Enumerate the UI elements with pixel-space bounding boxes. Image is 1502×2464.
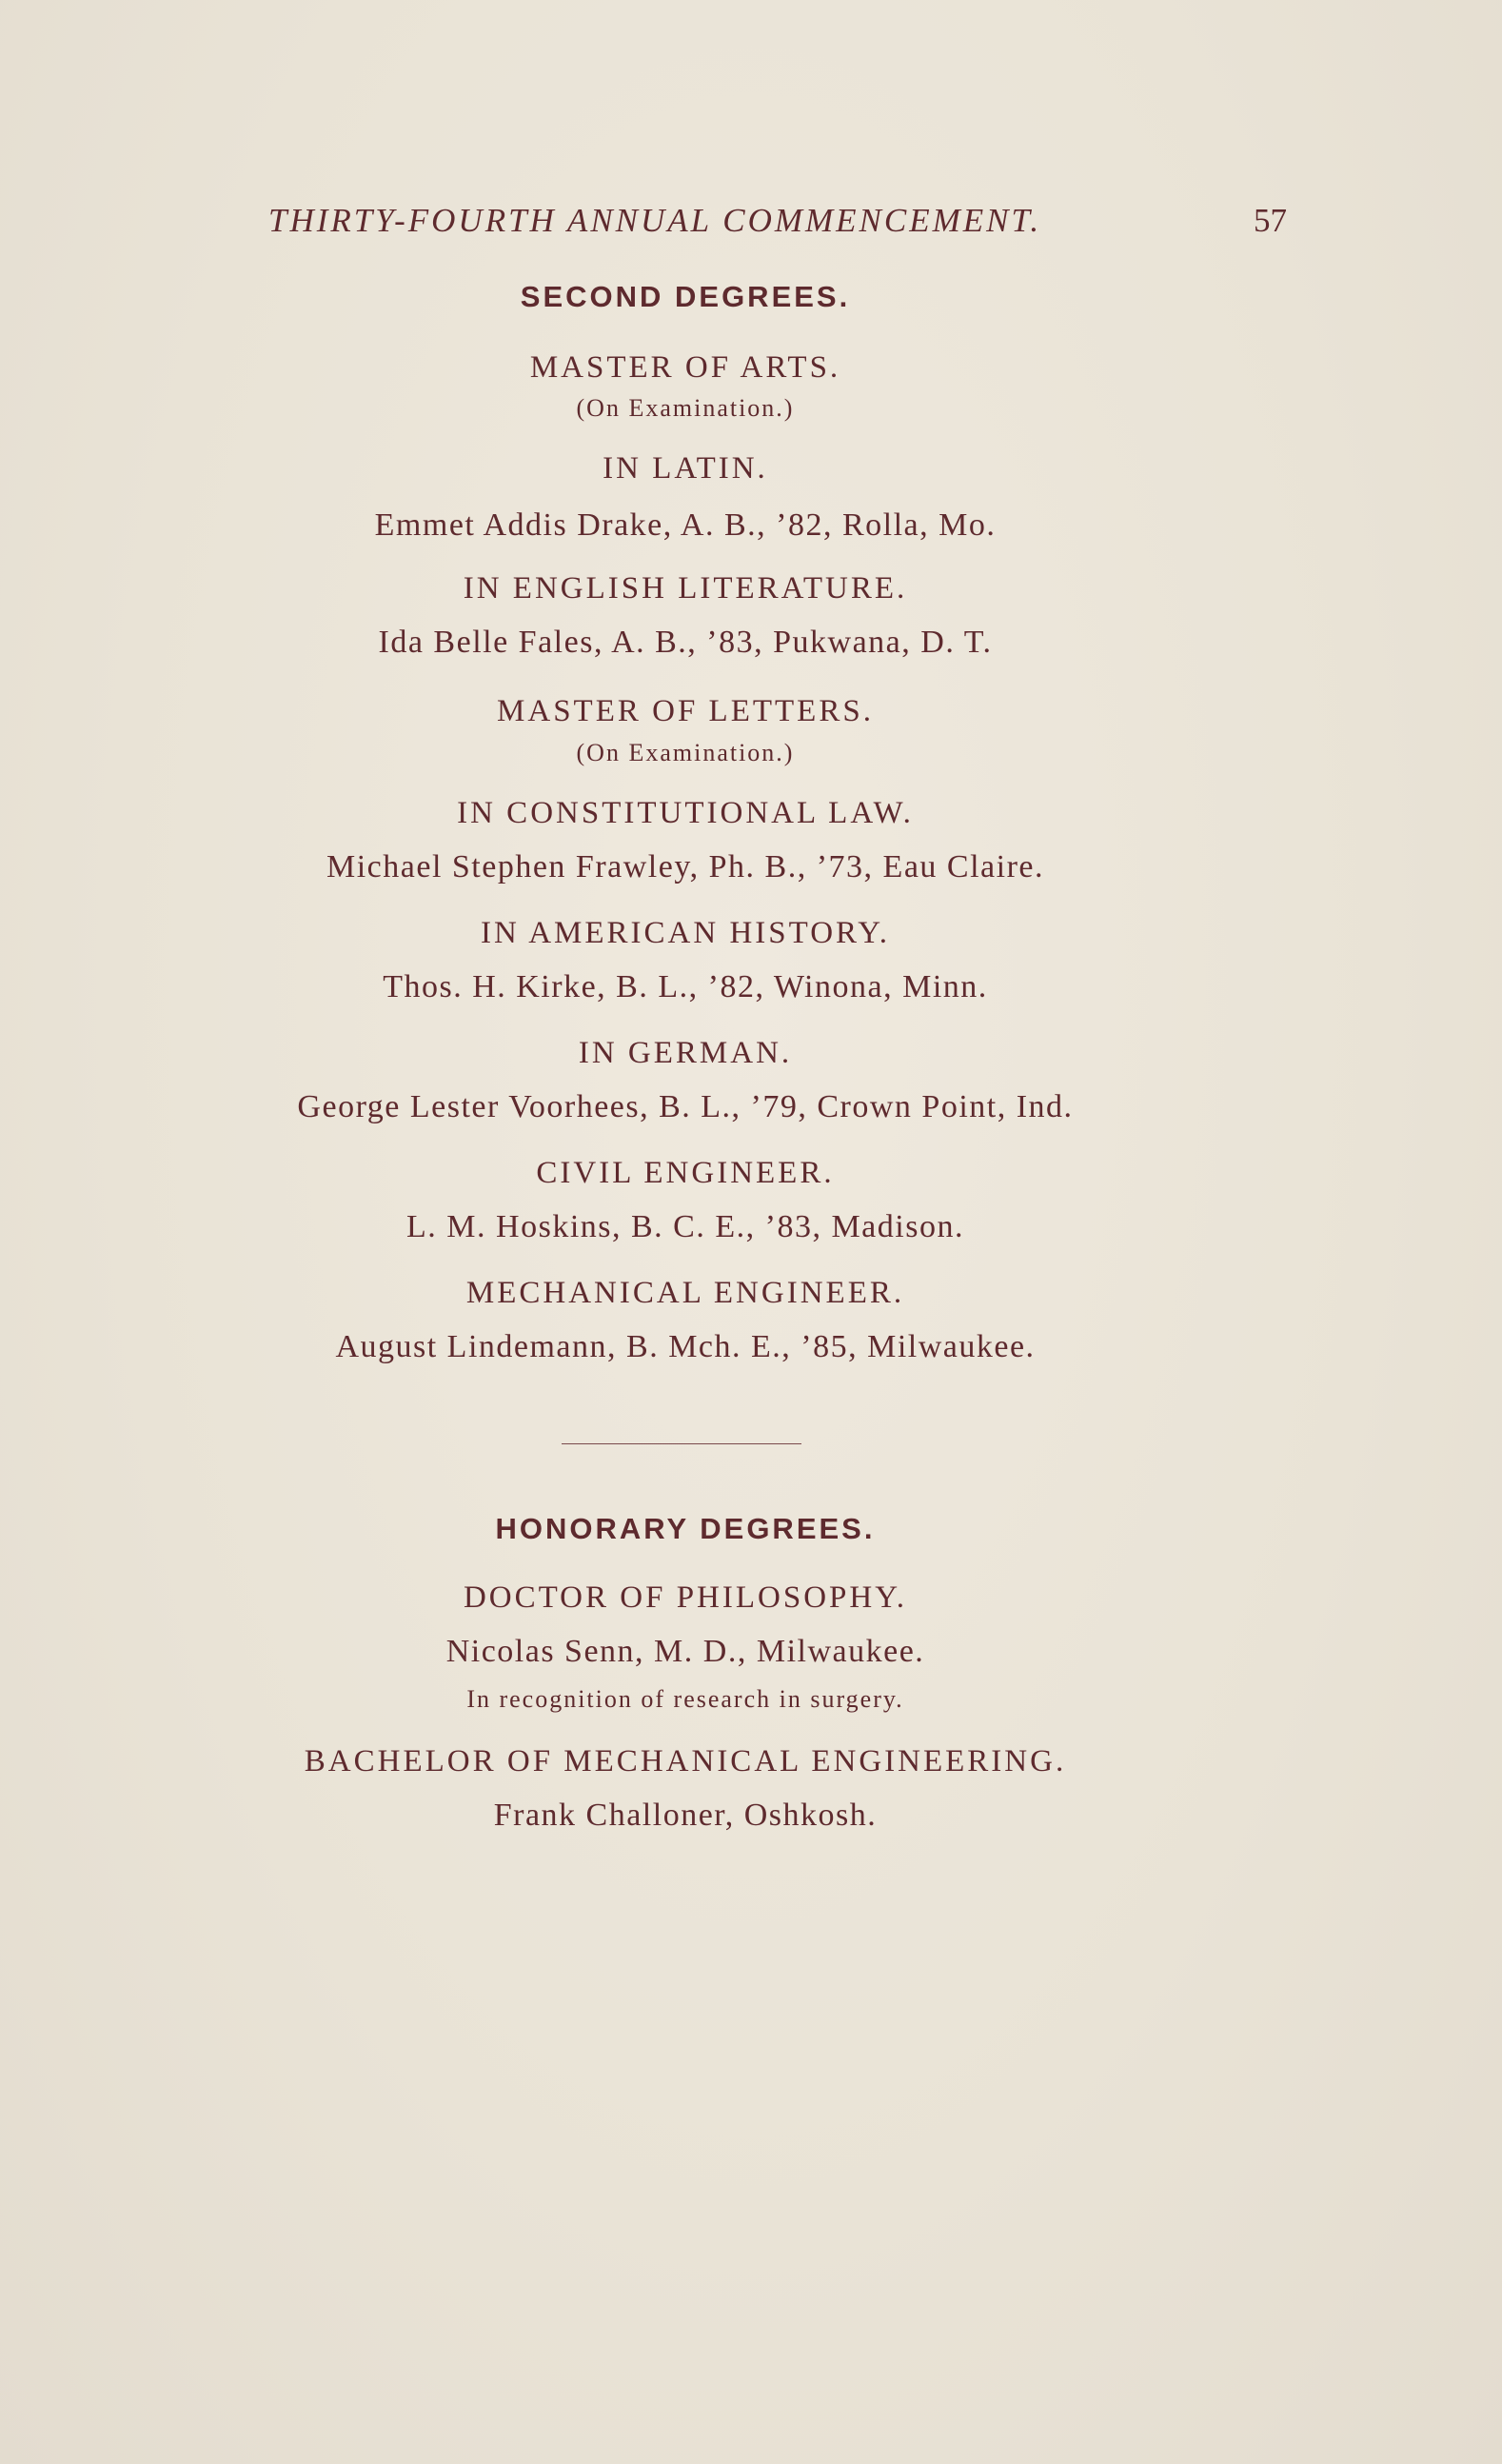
constitutional-law-entry: Michael Stephen Frawley, Ph. B., ’73, Eau Claire. (326, 849, 1044, 884)
english-literature-entry: Ida Belle Fales, A. B., ’83, Pukwana, D. T. (378, 625, 993, 660)
running-head (268, 202, 1287, 249)
master-of-letters-note: (On Examination.) (576, 739, 795, 766)
american-history-entry: Thos. H. Kirke, B. L., ’82, Winona, Minn. (383, 969, 988, 1004)
english-literature-subject: IN ENGLISH LITERATURE. (463, 571, 908, 606)
civil-engineer-title: CIVIL ENGINEER. (536, 1156, 835, 1190)
doctor-of-philosophy-title: DOCTOR OF PHILOSOPHY. (463, 1580, 908, 1615)
mechanical-engineer-title: MECHANICAL ENGINEER. (465, 1276, 905, 1310)
mechanical-engineer-entry: August Lindemann, B. Mch. E., ’85, Milwaukee. (335, 1329, 1036, 1364)
page-number: 57 (1254, 202, 1287, 239)
section-divider (562, 1443, 801, 1444)
master-of-letters-title: MASTER OF LETTERS. (497, 694, 874, 728)
honorary-degrees-heading: HONORARY DEGREES. (495, 1512, 876, 1545)
bachelor-mech-eng-entry: Frank Challoner, Oshkosh. (493, 1798, 878, 1833)
second-degrees-heading: SECOND DEGREES. (520, 280, 851, 313)
doctor-of-philosophy-entry: Nicolas Senn, M. D., Milwaukee. (445, 1634, 925, 1669)
civil-engineer-entry: L. M. Hoskins, B. C. E., ’83, Madison. (406, 1209, 964, 1244)
doctor-of-philosophy-note: In recognition of research in surgery. (466, 1685, 904, 1713)
master-of-arts-title: MASTER OF ARTS. (529, 350, 841, 385)
latin-entry: Emmet Addis Drake, A. B., ’82, Rolla, Mo. (374, 507, 997, 543)
german-entry: George Lester Voorhees, B. L., ’79, Crown Point, Ind. (297, 1089, 1074, 1124)
latin-subject: IN LATIN. (603, 451, 768, 486)
bachelor-mech-eng-title: BACHELOR OF MECHANICAL ENGINEERING. (304, 1744, 1067, 1778)
german-subject: IN GERMAN. (578, 1036, 793, 1070)
master-of-arts-note: (On Examination.) (576, 394, 795, 422)
american-history-subject: IN AMERICAN HISTORY. (480, 916, 891, 950)
running-title: THIRTY-FOURTH ANNUAL COMMENCEMENT. (268, 202, 1042, 239)
constitutional-law-subject: IN CONSTITUTIONAL LAW. (457, 796, 914, 830)
